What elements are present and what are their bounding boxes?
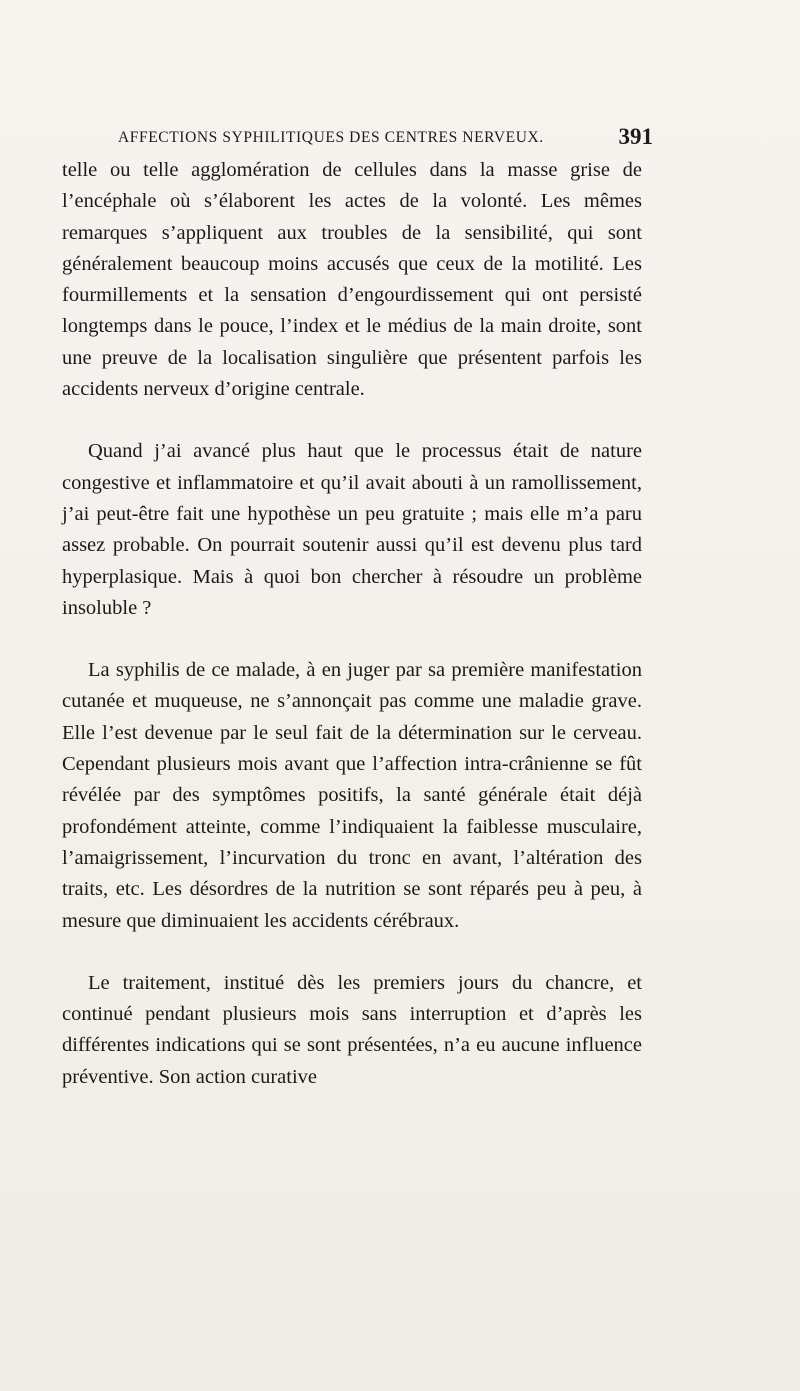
- paragraph-1: telle ou telle agglomération de cellules dans la masse grise de l’encéphale où s’élaborent les actes de la volonté. Les mêmes remarques s’appliquent aux troubles de la sensibilité, qui sont généralement beaucoup moins accusés que ceux de la motilité. Les fourmillements et la sensation d’engourdissement qui ont persisté longtemps dans le pouce, l’index et le médius de la main droite, sont une preuve de la localisation singulière que présentent parfois les accidents nerveux d’origine centrale.: [62, 159, 642, 401]
- body-text: [62, 155, 642, 1093]
- running-head: [118, 126, 653, 152]
- running-title: AFFECTIONS SYPHILITIQUES DES CENTRES NERVEUX.: [118, 129, 544, 146]
- paragraph-3: La syphilis de ce malade, à en juger par sa première manifestation cutanée et muqueuse, ne s’annonçait pas comme une maladie grave. Elle l’est devenue par le seul fait de la détermination sur le cerveau. Cependant plusieurs mois avant que l’affection intra-crânienne se fût révélée par des symptômes positifs, la santé générale était déjà profondément atteinte, comme l’indiquaient la faiblesse musculaire, l’amaigrissement, l’incurvation du tronc en avant, l’altération des traits, etc. Les désordres de la nutrition se sont réparés peu à peu, à mesure que diminuaient les accidents cérébraux.: [62, 659, 642, 932]
- paragraph-4: Le traitement, institué dès les premiers jours du chancre, et continué pendant plusieurs mois sans interruption et d’après les différentes indications qui se sont présentées, n’a eu aucune influence préventive. Son action curative: [62, 971, 642, 1088]
- page-number: 391: [618, 124, 653, 149]
- paragraph-2: Quand j’ai avancé plus haut que le processus était de nature congestive et inflammatoire et qu’il avait abouti à un ramollissement, j’ai peut-être fait une hypothèse un peu gratuite ; mais elle m’a paru assez probable. On pourrait soutenir aussi qu’il est devenu plus tard hyperplasique. Mais à quoi bon chercher à résoudre un problème insoluble ?: [62, 440, 642, 619]
